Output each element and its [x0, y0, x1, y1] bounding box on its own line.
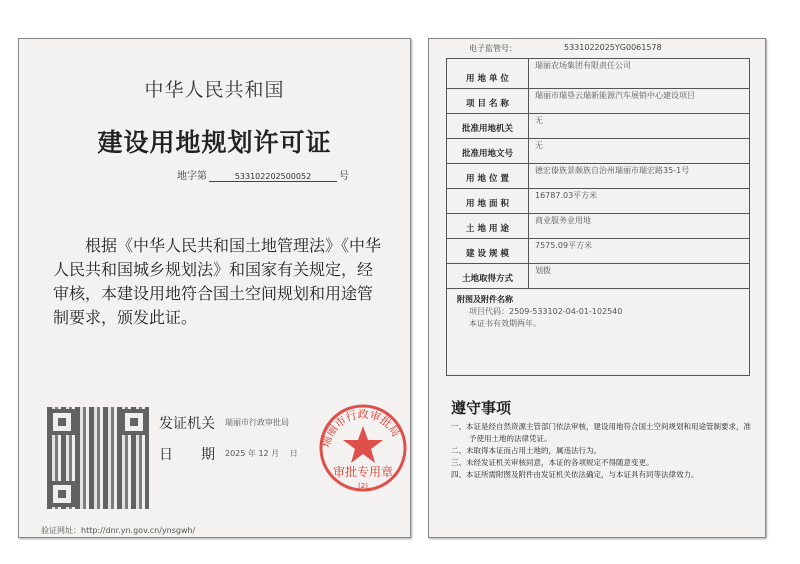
rules-title: 遵守事项: [451, 399, 512, 417]
date-label: 日 期: [159, 447, 215, 463]
row-label: 批准用地机关: [447, 114, 529, 139]
row-label: 用 地 面 积: [447, 189, 529, 214]
table-row: [447, 59, 750, 89]
row-label: 项 目 名 称: [447, 89, 529, 114]
table-row: [447, 214, 750, 239]
svg-text:审批专用章: 审批专用章: [332, 465, 394, 479]
row-label: 用 地 单 位: [447, 59, 529, 89]
certificate-details-page: [428, 38, 766, 538]
table-row: [447, 164, 750, 189]
rule-item: 三、未经发证机关审核同意，本证的各项规定不得随意变更。: [451, 458, 654, 467]
qr-code: [47, 407, 149, 509]
svg-text:瑞丽市行政审批局: 瑞丽市行政审批局: [319, 407, 403, 449]
verify-url: 验证网址：http://dnr.yn.gov.cn/ynsgwh/: [41, 526, 196, 535]
row-value: 无: [529, 114, 750, 139]
table-row: [447, 189, 750, 214]
country-heading: 中华人民共和国: [144, 79, 285, 101]
attachments-box: [446, 286, 750, 376]
attachment-item: 项目代码：2509-533102-04-01-102540: [469, 307, 623, 316]
table-row: [447, 264, 750, 289]
issuer-label: 发证机关: [159, 416, 215, 432]
row-value: 瑞丽市瑞垦云瑞新能源汽车展销中心建设项目: [529, 89, 750, 114]
table-row: [447, 114, 750, 139]
issue-date: 2025 年 12 月 日: [225, 449, 298, 458]
number-value: 533102202500052: [209, 172, 337, 182]
supervision-number: 5331022025YG0061578: [564, 43, 662, 52]
official-seal: [317, 402, 409, 494]
certificate-front-page: [18, 38, 411, 538]
rule-item: 一、本证是经自然资源主管部门依法审核，建设用地符合国土空间规划和用途管制要求，准予使用土地的法律凭证。: [451, 422, 751, 443]
supervision-label: 电子监管号：: [469, 44, 517, 53]
attachments-title: 附图及附件名称: [457, 295, 513, 304]
table-row: [447, 139, 750, 164]
svg-text:(2): (2): [358, 482, 368, 490]
rules-list: [451, 421, 751, 481]
row-label: 土 地 用 途: [447, 214, 529, 239]
certificate-body: 根据《中华人民共和国土地管理法》《中华人民共和国城乡规划法》和国家有关规定，经审核，本建设用地符合国土空间规划和用途管制要求，颁发此证。: [53, 236, 382, 327]
certificate-title: 建设用地规划许可证: [97, 128, 332, 157]
issuer-name: 瑞丽市行政审批局: [225, 418, 289, 427]
certificate-number: [177, 167, 349, 182]
rule-item: 二、未取得本证而占用土地的，属违法行为。: [451, 446, 601, 455]
details-table: [446, 58, 750, 289]
row-label: 批准用地文号: [447, 139, 529, 164]
table-row: [447, 89, 750, 114]
row-value: 瑞丽农场集团有限责任公司: [529, 59, 750, 89]
row-value: 划拨: [529, 264, 750, 289]
row-value: 德宏傣族景颇族自治州瑞丽市瑞宏路35-1号: [529, 164, 750, 189]
row-label: 用 地 位 置: [447, 164, 529, 189]
attachment-item: 本证书有效期两年。: [469, 319, 541, 328]
table-row: [447, 239, 750, 264]
row-value: 无: [529, 139, 750, 164]
row-value: 7575.09平方米: [529, 239, 750, 264]
row-label: 建 设 规 模: [447, 239, 529, 264]
number-suffix: 号: [339, 171, 349, 182]
number-prefix: 地字第: [177, 171, 207, 182]
rule-item: 四、本证所需附图及附件由发证机关依法确定，与本证具有同等法律效力。: [451, 470, 699, 479]
row-value: 商业服务业用地: [529, 214, 750, 239]
row-value: 16787.03平方米: [529, 189, 750, 214]
row-label: 土地取得方式: [447, 264, 529, 289]
